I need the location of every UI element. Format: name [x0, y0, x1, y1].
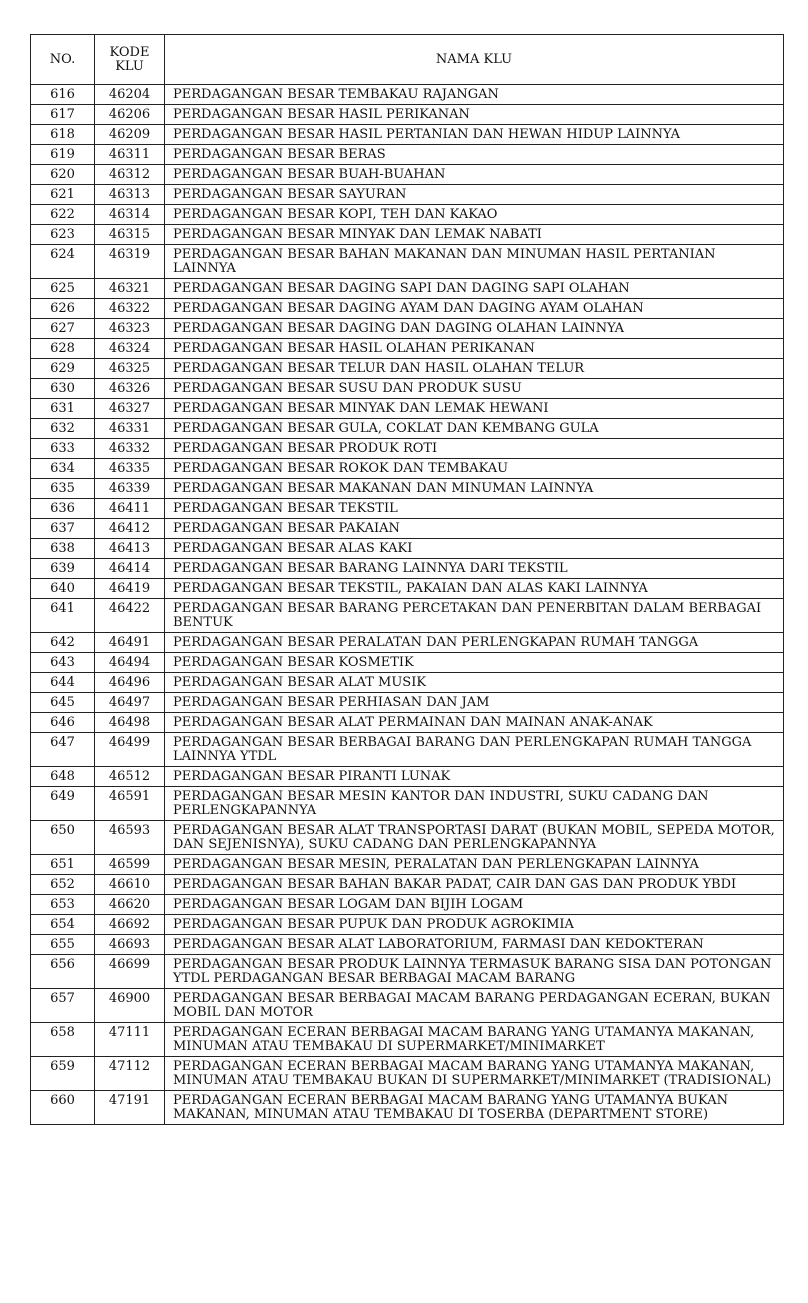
- row-no: 655: [31, 935, 95, 955]
- row-nama: PERDAGANGAN BESAR PERALATAN DAN PERLENGKAPAN RUMAH TANGGA: [165, 633, 784, 653]
- table-row: [31, 653, 784, 673]
- table-row: [31, 559, 784, 579]
- row-kode: 46325: [95, 359, 165, 379]
- row-nama: PERDAGANGAN BESAR BERBAGAI BARANG DAN PERLENGKAPAN RUMAH TANGGA LAINNYA YTDL: [165, 733, 784, 767]
- row-kode: 46413: [95, 539, 165, 559]
- row-kode: 46499: [95, 733, 165, 767]
- row-no: 617: [31, 105, 95, 125]
- row-kode: 46699: [95, 955, 165, 989]
- row-kode: 47112: [95, 1057, 165, 1091]
- row-kode: 46311: [95, 145, 165, 165]
- row-kode: 46599: [95, 855, 165, 875]
- table-row: [31, 279, 784, 299]
- row-no: 638: [31, 539, 95, 559]
- table-row: [31, 895, 784, 915]
- row-nama: PERDAGANGAN BESAR TEKSTIL: [165, 499, 784, 519]
- row-nama: PERDAGANGAN ECERAN BERBAGAI MACAM BARANG YANG UTAMANYA MAKANAN, MINUMAN ATAU TEMBAKAU BUKAN DI SUPERMARKET/MINIMARKET (TRADISIONAL): [165, 1057, 784, 1091]
- table-row: [31, 399, 784, 419]
- header-kode-line1: KODE: [109, 44, 150, 60]
- row-no: 616: [31, 85, 95, 105]
- table-row: [31, 105, 784, 125]
- row-no: 641: [31, 599, 95, 633]
- row-no: 634: [31, 459, 95, 479]
- row-kode: 46419: [95, 579, 165, 599]
- table-row: [31, 479, 784, 499]
- row-nama: PERDAGANGAN BESAR GULA, COKLAT DAN KEMBANG GULA: [165, 419, 784, 439]
- row-kode: 47111: [95, 1023, 165, 1057]
- row-kode: 46900: [95, 989, 165, 1023]
- header-no: NO.: [31, 35, 95, 85]
- row-nama: PERDAGANGAN BESAR MESIN, PERALATAN DAN PERLENGKAPAN LAINNYA: [165, 855, 784, 875]
- row-kode: 46331: [95, 419, 165, 439]
- table-row: [31, 319, 784, 339]
- table-row: [31, 935, 784, 955]
- row-nama: PERDAGANGAN BESAR ALAS KAKI: [165, 539, 784, 559]
- row-no: 657: [31, 989, 95, 1023]
- row-no: 618: [31, 125, 95, 145]
- row-nama: PERDAGANGAN BESAR ALAT LABORATORIUM, FARMASI DAN KEDOKTERAN: [165, 935, 784, 955]
- row-nama: PERDAGANGAN BESAR HASIL OLAHAN PERIKANAN: [165, 339, 784, 359]
- row-nama: PERDAGANGAN BESAR DAGING SAPI DAN DAGING SAPI OLAHAN: [165, 279, 784, 299]
- row-no: 644: [31, 673, 95, 693]
- row-nama: PERDAGANGAN BESAR DAGING AYAM DAN DAGING AYAM OLAHAN: [165, 299, 784, 319]
- row-nama: PERDAGANGAN BESAR TEKSTIL, PAKAIAN DAN ALAS KAKI LAINNYA: [165, 579, 784, 599]
- row-kode: 46332: [95, 439, 165, 459]
- row-no: 646: [31, 713, 95, 733]
- row-no: 660: [31, 1091, 95, 1125]
- row-nama: PERDAGANGAN ECERAN BERBAGAI MACAM BARANG YANG UTAMANYA BUKAN MAKANAN, MINUMAN ATAU TEMBAKAU DI TOSERBA (DEPARTMENT STORE): [165, 1091, 784, 1125]
- row-kode: 46620: [95, 895, 165, 915]
- table-row: [31, 299, 784, 319]
- row-nama: PERDAGANGAN BESAR TELUR DAN HASIL OLAHAN TELUR: [165, 359, 784, 379]
- row-nama: PERDAGANGAN BESAR PRODUK ROTI: [165, 439, 784, 459]
- row-no: 635: [31, 479, 95, 499]
- row-kode: 46411: [95, 499, 165, 519]
- row-nama: PERDAGANGAN BESAR PIRANTI LUNAK: [165, 767, 784, 787]
- row-nama: PERDAGANGAN ECERAN BERBAGAI MACAM BARANG YANG UTAMANYA MAKANAN, MINUMAN ATAU TEMBAKAU DI SUPERMARKET/MINIMARKET: [165, 1023, 784, 1057]
- table-row: [31, 955, 784, 989]
- table-row: [31, 1091, 784, 1125]
- table-row: [31, 875, 784, 895]
- row-nama: PERDAGANGAN BESAR MAKANAN DAN MINUMAN LAINNYA: [165, 479, 784, 499]
- row-no: 630: [31, 379, 95, 399]
- row-kode: 46319: [95, 245, 165, 279]
- table-row: [31, 633, 784, 653]
- row-kode: 46610: [95, 875, 165, 895]
- row-nama: PERDAGANGAN BESAR BERBAGAI MACAM BARANG PERDAGANGAN ECERAN, BUKAN MOBIL DAN MOTOR: [165, 989, 784, 1023]
- table-row: [31, 439, 784, 459]
- table-row: [31, 693, 784, 713]
- row-nama: PERDAGANGAN BESAR BAHAN BAKAR PADAT, CAIR DAN GAS DAN PRODUK YBDI: [165, 875, 784, 895]
- row-nama: PERDAGANGAN BESAR PRODUK LAINNYA TERMASUK BARANG SISA DAN POTONGAN YTDL PERDAGANGAN BESAR BERBAGAI MACAM BARANG: [165, 955, 784, 989]
- row-no: 619: [31, 145, 95, 165]
- table-row: [31, 225, 784, 245]
- row-kode: 46324: [95, 339, 165, 359]
- row-kode: 46321: [95, 279, 165, 299]
- row-kode: 46204: [95, 85, 165, 105]
- row-no: 649: [31, 787, 95, 821]
- row-kode: 46512: [95, 767, 165, 787]
- row-kode: 46339: [95, 479, 165, 499]
- row-nama: PERDAGANGAN BESAR ALAT PERMAINAN DAN MAINAN ANAK-ANAK: [165, 713, 784, 733]
- row-kode: 46315: [95, 225, 165, 245]
- row-nama: PERDAGANGAN BESAR SUSU DAN PRODUK SUSU: [165, 379, 784, 399]
- row-kode: 46494: [95, 653, 165, 673]
- table-row: [31, 245, 784, 279]
- row-nama: PERDAGANGAN BESAR BAHAN MAKANAN DAN MINUMAN HASIL PERTANIAN LAINNYA: [165, 245, 784, 279]
- row-nama: PERDAGANGAN BESAR KOPI, TEH DAN KAKAO: [165, 205, 784, 225]
- row-kode: 46313: [95, 185, 165, 205]
- table-row: [31, 1057, 784, 1091]
- row-no: 650: [31, 821, 95, 855]
- row-no: 622: [31, 205, 95, 225]
- table-row: [31, 459, 784, 479]
- table-row: [31, 499, 784, 519]
- row-nama: PERDAGANGAN BESAR KOSMETIK: [165, 653, 784, 673]
- row-kode: 46314: [95, 205, 165, 225]
- row-kode: 46498: [95, 713, 165, 733]
- row-no: 648: [31, 767, 95, 787]
- row-kode: 46422: [95, 599, 165, 633]
- table-row: [31, 359, 784, 379]
- row-kode: 46326: [95, 379, 165, 399]
- row-nama: PERDAGANGAN BESAR PERHIASAN DAN JAM: [165, 693, 784, 713]
- header-kode-line2: KLU: [115, 58, 144, 74]
- row-nama: PERDAGANGAN BESAR SAYURAN: [165, 185, 784, 205]
- header-nama: NAMA KLU: [165, 35, 784, 85]
- row-no: 656: [31, 955, 95, 989]
- row-kode: 46414: [95, 559, 165, 579]
- row-kode: 47191: [95, 1091, 165, 1125]
- table-row: [31, 519, 784, 539]
- row-kode: 46335: [95, 459, 165, 479]
- row-no: 651: [31, 855, 95, 875]
- table-row: [31, 915, 784, 935]
- row-no: 631: [31, 399, 95, 419]
- row-no: 633: [31, 439, 95, 459]
- row-nama: PERDAGANGAN BESAR ALAT MUSIK: [165, 673, 784, 693]
- row-no: 654: [31, 915, 95, 935]
- row-no: 628: [31, 339, 95, 359]
- row-kode: 46692: [95, 915, 165, 935]
- row-no: 636: [31, 499, 95, 519]
- table-row: [31, 419, 784, 439]
- row-no: 623: [31, 225, 95, 245]
- row-no: 621: [31, 185, 95, 205]
- klu-table: [30, 34, 784, 1125]
- row-nama: PERDAGANGAN BESAR DAGING DAN DAGING OLAHAN LAINNYA: [165, 319, 784, 339]
- row-nama: PERDAGANGAN BESAR MINYAK DAN LEMAK NABATI: [165, 225, 784, 245]
- table-row: [31, 673, 784, 693]
- row-nama: PERDAGANGAN BESAR PUPUK DAN PRODUK AGROKIMIA: [165, 915, 784, 935]
- table-row: [31, 339, 784, 359]
- table-row: [31, 579, 784, 599]
- row-nama: PERDAGANGAN BESAR BERAS: [165, 145, 784, 165]
- row-kode: 46497: [95, 693, 165, 713]
- row-nama: PERDAGANGAN BESAR LOGAM DAN BIJIH LOGAM: [165, 895, 784, 915]
- table-row: [31, 821, 784, 855]
- table-row: [31, 855, 784, 875]
- row-no: 659: [31, 1057, 95, 1091]
- row-nama: PERDAGANGAN BESAR BUAH-BUAHAN: [165, 165, 784, 185]
- row-nama: PERDAGANGAN BESAR MINYAK DAN LEMAK HEWANI: [165, 399, 784, 419]
- row-kode: 46491: [95, 633, 165, 653]
- row-kode: 46322: [95, 299, 165, 319]
- row-nama: PERDAGANGAN BESAR BARANG PERCETAKAN DAN PENERBITAN DALAM BERBAGAI BENTUK: [165, 599, 784, 633]
- table-row: [31, 85, 784, 105]
- document-page: [30, 34, 783, 1125]
- row-nama: PERDAGANGAN BESAR PAKAIAN: [165, 519, 784, 539]
- row-no: 652: [31, 875, 95, 895]
- row-no: 640: [31, 579, 95, 599]
- row-kode: 46327: [95, 399, 165, 419]
- row-no: 658: [31, 1023, 95, 1057]
- row-nama: PERDAGANGAN BESAR ALAT TRANSPORTASI DARAT (BUKAN MOBIL, SEPEDA MOTOR, DAN SEJENISNYA), SUKU CADANG DAN PERLENGKAPANNYA: [165, 821, 784, 855]
- row-nama: PERDAGANGAN BESAR MESIN KANTOR DAN INDUSTRI, SUKU CADANG DAN PERLENGKAPANNYA: [165, 787, 784, 821]
- row-no: 625: [31, 279, 95, 299]
- row-no: 643: [31, 653, 95, 673]
- table-row: [31, 205, 784, 225]
- table-row: [31, 185, 784, 205]
- row-no: 647: [31, 733, 95, 767]
- row-no: 637: [31, 519, 95, 539]
- table-row: [31, 539, 784, 559]
- row-no: 645: [31, 693, 95, 713]
- row-no: 642: [31, 633, 95, 653]
- row-kode: 46496: [95, 673, 165, 693]
- row-nama: PERDAGANGAN BESAR ROKOK DAN TEMBAKAU: [165, 459, 784, 479]
- table-row: [31, 599, 784, 633]
- header-kode: [95, 35, 165, 85]
- row-nama: PERDAGANGAN BESAR HASIL PERTANIAN DAN HEWAN HIDUP LAINNYA: [165, 125, 784, 145]
- table-row: [31, 379, 784, 399]
- row-no: 632: [31, 419, 95, 439]
- row-nama: PERDAGANGAN BESAR TEMBAKAU RAJANGAN: [165, 85, 784, 105]
- row-no: 626: [31, 299, 95, 319]
- row-nama: PERDAGANGAN BESAR HASIL PERIKANAN: [165, 105, 784, 125]
- row-kode: 46412: [95, 519, 165, 539]
- table-row: [31, 125, 784, 145]
- table-row: [31, 145, 784, 165]
- row-no: 627: [31, 319, 95, 339]
- table-row: [31, 713, 784, 733]
- table-row: [31, 165, 784, 185]
- row-kode: 46312: [95, 165, 165, 185]
- row-no: 624: [31, 245, 95, 279]
- table-row: [31, 1023, 784, 1057]
- row-no: 639: [31, 559, 95, 579]
- row-kode: 46593: [95, 821, 165, 855]
- row-no: 629: [31, 359, 95, 379]
- row-nama: PERDAGANGAN BESAR BARANG LAINNYA DARI TEKSTIL: [165, 559, 784, 579]
- row-no: 620: [31, 165, 95, 185]
- row-no: 653: [31, 895, 95, 915]
- table-row: [31, 787, 784, 821]
- table-row: [31, 989, 784, 1023]
- row-kode: 46206: [95, 105, 165, 125]
- row-kode: 46323: [95, 319, 165, 339]
- row-kode: 46693: [95, 935, 165, 955]
- table-body: [31, 85, 784, 1125]
- row-kode: 46209: [95, 125, 165, 145]
- table-row: [31, 767, 784, 787]
- row-kode: 46591: [95, 787, 165, 821]
- table-header-row: [31, 35, 784, 85]
- table-row: [31, 733, 784, 767]
